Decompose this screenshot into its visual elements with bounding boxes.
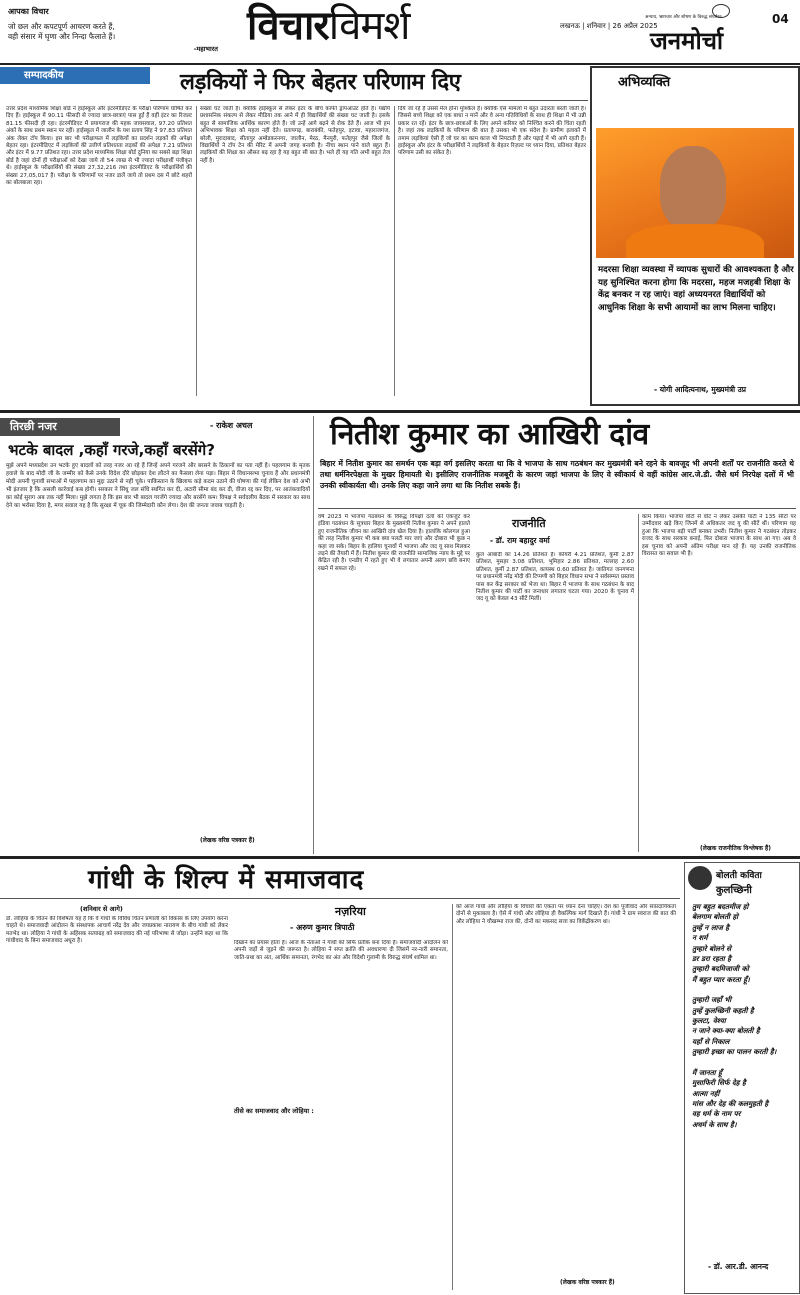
section-rule-2 <box>0 856 800 859</box>
tirchhi-body: मुझे अपने मध्यप्रदेश उन भटके हुए बादलों को तरह नजर आ रहे हैं जिन्हें अपने गरजने और बरसने के ठिकानों का पता नहीं है। पहलगाम के मृतक हवाले के बाद मोदी जी के जम्मीर को कैसे उनके विदेश दौरे छोड़कर देश लौटने का फैसला लेना पड़ा। बिहार में विधानसभा चुनाव हैं और प्रधानमंत्री मोदी अपनी चुनावी सभाओं में पहलगाम का मुद्दा उठाने से नहीं चूके। पाकिस्तान के खिलाफ कड़े कदम उठाने की घोषणा की गई लेकिन देश को अभी भी इंतजार है कि असली कार्रवाई कब होगी। सरकार ने सिंधु जल संधि स्थगित कर दी, अटारी सीमा बंद कर दी, वीजा रद्द कर दिए, पर आतंकवादियों का कोई सुराग अब तक नहीं मिला। मुझे लगता है कि इस बार भी बादल गरजेंगे ज्यादा और बरसेंगे कम। विपक्ष ने सर्वदलीय बैठक में सरकार का साथ देने का भरोसा दिया है, मगर सवाल यह है कि सुरक्षा में चूक की जिम्मेदारी कौन लेगा। देश की जनता जवाब चाहती है। <box>6 463 310 509</box>
poem-title: कुलच्छिनी <box>716 885 752 896</box>
poem-lines <box>692 902 796 1130</box>
poem-line: मैं बहुत प्यार करता हूँ। <box>692 974 750 984</box>
masthead-rule <box>0 63 800 65</box>
nitish-col-divider <box>638 514 639 852</box>
poem-line <box>692 985 796 995</box>
portrait-robe <box>626 224 764 258</box>
nitish-col-label: राजनीति <box>512 517 546 530</box>
section-title-b: विमर्श <box>328 3 410 49</box>
editorial-headline-rule <box>150 100 588 101</box>
poem-author: - डॉ. आर.डी. आनन्द <box>708 1262 769 1271</box>
paper-tagline: अन्याय, भ्रष्टाचार और शोषण के विरुद्ध संघर्षरत <box>645 15 722 20</box>
paper-name: जनमोर्चा <box>650 27 724 55</box>
nitish-column-2: कुल आबादी का 14.26 प्रतिशत है। कोयरी 4.21 प्रतिशत, कुर्मी 2.87 प्रतिशत, मुसहर 3.08 प्रतिशत, भूमिहार 2.86 प्रतिशत, मल्लाह 2.60 प्रतिशत, कुर्मी 2.87 प्रतिशत, कायस्थ 0.60 प्रतिशत है। जातिगत जनगणना पर प्रधानमंत्री नरेंद्र मोदी की टिप्पणी को बिहार विधान सभा ने सर्वसम्मत प्रस्ताव पास कर केंद्र सरकार को भेजा था। बिहार में भाजपा के साथ गठबंधन के बाद नितीश कुमार की पार्टी का जनाधार लगातार घटता गया। 2020 के चुनाव में जद यू को केवल 43 सीटें मिलीं। <box>476 552 634 603</box>
poem-line: यहाँ से निकाल <box>692 1036 730 1046</box>
poem-line: तुम्हारी जहाँ भी <box>692 995 732 1005</box>
gandhi-col-divider <box>452 904 453 1290</box>
poem-line: तुम्हारी इच्छा का पालन करती है। <box>692 1047 777 1057</box>
editorial-column-1: उत्तर प्रदेश माध्यमिक शिक्षा बोर्ड ने हाईस्कूल और इंटरमीडिएट के परीक्षा परिणाम घोषित कर दिए हैं। हाईस्कूल में 90.11 फीसदी से ज्यादा छात्र-छात्राएं पास हुईं हैं वहीं इंटर का रिजल्ट 81.15 फीसदी ही रहा। इंटरमीडिएट में प्रयागराज की महक जायसवाल, 97.20 प्रतिशत अंकों के साथ प्रथम स्थान पर रहीं। हाईस्कूल में जालौन के यश प्रताप सिंह ने 97.83 प्रतिशत अंक लेकर टॉप किया। इस बार भी परीक्षाफल में लड़कियों का प्रदर्शन लड़कों की अपेक्षा बेहतर रहा। इंटरमीडिएट में लड़कियों की उत्तीर्ण प्रतिशतता लड़कों की अपेक्षा 7.21 प्रतिशत और इंटर में 9.77 प्रतिशत रहा। उत्तर प्रदेश माध्यमिक शिक्षा बोर्ड दुनिया का सबसे बड़ा शिक्षा बोर्ड है जहां दोनों ही परीक्षाओं को देखा जाये तो 54 लाख से भी ज्यादा परीक्षार्थी पंजीकृत थे। हाईस्कूल के परीक्षार्थियों की संख्या 27,32,216 तथा इंटरमीडिएट के परीक्षार्थियों की संख्या 27,05,017 है। परीक्षा के परिणामों पर नजर डालें जाये तो प्रथम दस में छोटे शहरों का बोलबाला रहा। <box>6 106 192 187</box>
gandhi-headline: गांधी के शिल्प में समाजवाद <box>88 865 365 895</box>
masthead-quote <box>8 22 218 54</box>
poem-line: आत्मा नहीं <box>692 1088 720 1098</box>
nitish-column-3: काम किया। भाजपा वोटों से वोट न लेकर उसकी पार्टी ने 135 सीटों पर उम्मीदवार खड़े किए जिनमें से अधिकतर जद यू की सीटें थीं। परिणाम यह हुआ कि भाजपा बड़ी पार्टी बनकर उभरी। नितीश कुमार ने गठबंधन तोड़कर राजद के साथ सरकार बनाई, फिर दोबारा भाजपा के साथ आ गए। अब वे इस चुनाव को अपनी अंतिम परीक्षा मान रहे हैं। यह उनकी राजनीतिक विरासत का सवाल भी है। <box>642 514 796 558</box>
poem-line: तुम्हें न लाज है <box>692 922 729 932</box>
nitish-footer: (लेखक राजनीतिक विश्लेषक हैं) <box>700 845 771 852</box>
editorial-column-2: संख्या घट जाती है। क्योंकि हाईस्कूल से लेकर इंटर के बीच काफी ड्रापआउट होते हैं। यद्यपि प्रशासनिक संकल्प से लेकर मीडिया तक आने में ही विद्यार्थियों की संख्या घट जाती है। इसके बहुत से सामाजिक आर्थिक कारण होते हैं। जो उन्हें आगे बढ़ने से रोक देते हैं। आज भी हम अभिभावक शिक्षा को महत्व नहीं देते। प्रतापगढ़, बाराबंकी, फतेहपुर, इटावा, महाराजगंज, बरेली, मुरादाबाद, सीतापुर अम्बेडकरनगर, जालौन, मेरठ, मैनपुरी, फतेहपुर जैसे जिलों के विद्यार्थियों ने टॉप टेन की मेरिट में अपनी जगह बनायी है। नीचा स्थान पाने वाले बहुत हैं। लड़कियों की शिक्षा का औसत बढ़ रहा है यह बहुत सी बात है। भले ही यह गति अभी बहुत तेज नहीं है। <box>200 106 390 164</box>
nitish-headline: नितीश कुमार का आखिरी दांव <box>330 417 649 452</box>
poem-line: डर डरा रहता है <box>692 954 731 964</box>
gandhi-col-label: नज़रिया <box>335 905 366 918</box>
editorial-headline: लड़कियों ने फिर बेहतर परिणाम दिए <box>180 70 461 95</box>
tirchhi-divider <box>313 416 314 854</box>
poem-icon <box>688 866 712 890</box>
quote-line-1: जो छल और कपटपूर्ण आचरण करते हैं, <box>8 22 115 31</box>
gandhi-footer: (लेखक वरिष्ठ पत्रकार हैं) <box>560 1279 615 1286</box>
opinion-quote: मदरसा शिक्षा व्यवस्था में व्यापक सुधारों की आवश्यकता है और यह सुनिश्चित करना होगा कि मदरसा, महज मजहबी शिक्षा के केंद्र बनकर न रह जाएं। वहां अध्ययनरत विद्यार्थियों को आधुनिक शिक्षा के सभी आयामों का लाभ मिलना चाहिए। <box>598 265 794 313</box>
dateline: लखनऊ | शनिवार | 26 अप्रैल 2025 <box>560 22 658 30</box>
opinion-portrait <box>596 128 794 258</box>
opinion-title: अभिव्यक्ति <box>618 75 671 90</box>
nitish-deck-rule <box>318 508 796 509</box>
paper-logo-mark <box>712 4 730 18</box>
gandhi-column-3: को आज गांधी और लोहिया के विचारों की एकता पर ध्यान देना चाहिए। देश का पूंजीवाद और सांप्रदायिकता दोनों से मुकाबला है। ऐसे में गांधी और लोहिया ही वैकल्पिक मार्ग दिखाते हैं। गांधी ने ग्राम स्वराज की बात की और लोहिया ने चौखम्भा राज की, दोनों का मकसद सत्ता का विकेंद्रीकरण था। <box>456 904 676 925</box>
gandhi-headline-rule <box>0 898 680 899</box>
poem-line: न शर्म <box>692 933 708 943</box>
tirchhi-author: - राकेश अचल <box>210 421 253 430</box>
tirchhi-headline: भटके बादल ,कहाँ गरजे,कहाँ बरसेंगे? <box>8 441 215 459</box>
editorial-col-divider-1 <box>196 106 197 396</box>
gandhi-column-2: दिखाने का प्रयास होता है। आज के नेताओं ने गांधी को सिर्फ प्रतीक बना दिया है। समाजवादी आंदोलन को अपनी जड़ों से जुड़ने की जरूरत है। लोहिया ने सप्त क्रांति की अवधारणा दी जिसमें नर-नारी समानता, जाति-प्रथा का अंत, आर्थिक समानता, रंगभेद का अंत और विदेशी गुलामी के विरुद्ध संघर्ष शामिल था। <box>234 940 448 961</box>
gandhi-subhead: तीसे का समाजवाद और लोहिया : <box>234 1107 314 1115</box>
poem-line: मैं जानता हूँ <box>692 1067 722 1077</box>
poem-line: तुम्हें कुलच्छिनी कहती है <box>692 1005 754 1015</box>
section-title-a: विचार <box>247 3 329 49</box>
poem-line: तुम बहुत बदतमीज हो <box>692 902 749 911</box>
gandhi-author: - अरुण कुमार त्रिपाठी <box>290 923 355 932</box>
poem-line: मुसाफिरी सिर्फ देह है <box>692 1078 746 1088</box>
nitish-column-1: वर्ष 2023 में भाजपा गठबंधन के विरुद्ध विपक्षी दलों को एकजुट कर इंडिया गठबंधन के सूत्रधार बिहार के मुख्यमंत्री नितीश कुमार ने अपने हालते हुए राजनीतिक जीवन का आखिरी दांव खेल दिया है। हालांकि कोलगल हुआ की तरह नितीश कुमार भी कब क्या पलटी मार जाएं और दोबारा भी कुछ न कहा जा सके। बिहार के हालिया चुनावों में भाजपा और जद यू साथ मिलकर लड़ने की तैयारी में हैं। नितीश कुमार की राजनीति सामाजिक न्याय के मुद्दे पर केंद्रित रही है। एनडीए में रहते हुए भी वे लगातार अपनी अलग छवि बनाए रखने में सफल रहे। <box>318 514 470 572</box>
corner-label: आपका विचार <box>8 7 49 16</box>
poem-line: वह धर्म के नाम पर <box>692 1109 741 1119</box>
poem-line: तुम्हारी बदमिजाजी को <box>692 964 749 974</box>
section-title <box>247 2 409 50</box>
page-number: 04 <box>772 12 789 26</box>
poem-line <box>692 1058 796 1068</box>
poem-line: तुम्हारे बोलने से <box>692 943 732 953</box>
opinion-attribution: - योगी आदित्यनाथ, मुख्यमंत्री उप्र <box>654 385 747 394</box>
nitish-author: - डॉ. राम बहादुर वर्मा <box>490 536 550 545</box>
poem-line: बेलगाम बोलती हो <box>692 912 739 922</box>
poem-line: कुलटा, वेश्या <box>692 1016 726 1026</box>
poem-line: अधर्म के साथ है। <box>692 1119 737 1129</box>
quote-author: -महाभारत <box>193 45 218 53</box>
portrait-head <box>660 146 726 230</box>
nitish-deck: बिहार में नितीश कुमार का समर्थन एक बड़ा वर्ग इसलिए करता था कि वे भाजपा के साथ गठबंधन कर मुख्यमंत्री बने रहने के बावजूद भी अपनी शर्तों पर राजनीति करते थे तथा धर्मनिरपेक्षता के मुखर हिमायती थे। इसीलिए राजनीतिक मजबूरी के कारण जहां भाजपा के लिए वे स्वीकार्य थे वहीं कांग्रेस आर.जे.डी. जैसे धर्म निरपेक्ष दलों में भी उनकी स्वीकार्यता थी। उनके लिए कहा जाने लगा था कि नितीश सबके हैं। <box>320 459 794 490</box>
tirchhi-footer: (लेखक वरिष्ठ पत्रकार हैं) <box>200 837 255 844</box>
editorial-column-3: दिये जा रहे हैं उससे मेल होना मुश्किल है। क्योंकि ऐसे मामलों में बहुत उदारता बरती जाती है। जिससे बच्चे शिक्षा को एक बाधा न मानें और वे अन्य गतिविधियों के साथ ही शिक्षा में भी उन्नी प्रकार रत रहें। इंटर के छात्र-छात्राओं के लिए अपने करियर को निश्चित करने की चिंता रहती है। जहां तक लड़कियों के परिणाम की बात है उसका भी एक संदेश है। ग्रामीण इलाकों में तमाम लड़कियां ऐसी हैं जो घर का काम काज भी निपटाती हैं और पढ़ाई में भी आगे रहती हैं। हाईस्कूल और इंटर के परीक्षार्थियों ने लड़कियों के बेहतर रिज़ल्ट पर ध्यान दिया, प्रतिशत बेहतर परिणाम उसी का संकेत है। <box>398 106 586 157</box>
editorial-col-divider-2 <box>394 106 395 396</box>
gandhi-column-1: डॉ. लोहिया के चिंतन की विशेषता यह है कि वे गांधी के विविध चिंतन प्रणाली को विकास के लिए उपयोग करना चाहते थे। समाजवादी आंदोलन के संस्थापक आचार्य नरेंद्र देव और जयप्रकाश नारायण के बीच गांधी को लेकर मतभेद था। लोहिया ने गांधी के अहिंसक सत्याग्रह को समाजवाद की नई परिभाषा से जोड़ा। उन्होंने कहा था कि गांधीवाद के बिना समाजवाद अधूरा है। <box>6 916 228 945</box>
quote-line-2: वही संसार में घृणा और निन्दा फैलाते हैं। <box>8 32 116 41</box>
editorial-label: सम्पादकीय <box>0 67 150 84</box>
gandhi-continued: (शनिवार से आगे) <box>80 905 123 913</box>
poem-label: बोलती कविता <box>716 871 762 881</box>
tirchhi-label: तिरछी नजर <box>0 418 120 436</box>
poem-line: मांस और देह की कलमुहती है <box>692 1098 769 1108</box>
poem-line: न जाने क्या-क्या बोलती है <box>692 1026 760 1036</box>
